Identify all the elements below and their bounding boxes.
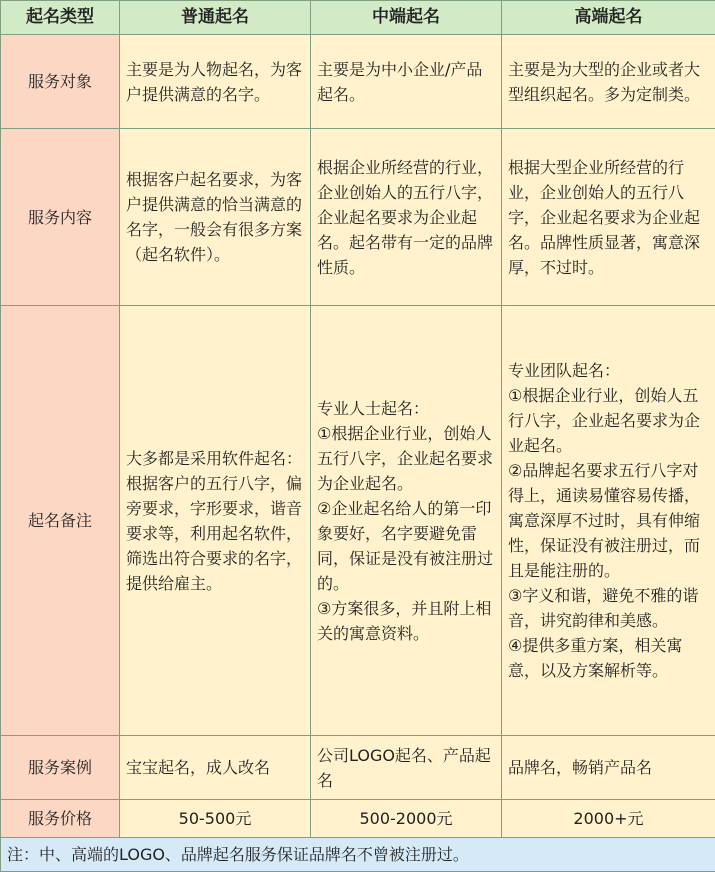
cell-price-mid: 500-2000元 bbox=[311, 800, 502, 838]
cell-content-basic: 根据客户起名要求，为客户提供满意的恰当满意的名字，一般会有很多方案（起名软件）。 bbox=[120, 129, 311, 306]
header-basic-naming: 普通起名 bbox=[120, 1, 311, 35]
row-label-service-content: 服务内容 bbox=[1, 129, 120, 306]
notes-high-line: 专业团队起名： bbox=[508, 361, 621, 380]
cell-notes-high bbox=[502, 306, 715, 736]
row-label-service-price: 服务价格 bbox=[1, 800, 120, 838]
header-row bbox=[1, 1, 715, 35]
cell-target-mid: 主要是为中小企业/产品起名。 bbox=[311, 35, 502, 129]
header-high-naming: 高端起名 bbox=[502, 1, 715, 35]
row-label-naming-notes: 起名备注 bbox=[1, 306, 120, 736]
cell-price-basic: 50-500元 bbox=[120, 800, 311, 838]
notes-high-line: ①根据企业行业，创始人五行八字，企业起名要求为企业起名。 bbox=[508, 386, 701, 455]
notes-mid-line: ②企业起名给人的第一印象要好，名字要避免雷同，保证是没有被注册过的。 bbox=[317, 498, 494, 593]
cell-cases-mid: 公司LOGO起名、产品起名 bbox=[311, 736, 502, 800]
table-row-naming-notes bbox=[1, 306, 715, 736]
header-naming-type: 起名类型 bbox=[1, 1, 120, 35]
notes-high-line: ②品牌起名要求五行八字对得上，通读易懂容易传播，寓意深厚不过时，具有伸缩性，保证没有被注册过，而且是能注册的。 bbox=[508, 461, 701, 580]
notes-high-line: ③字义和谐，避免不雅的谐音，讲究韵律和美感。 bbox=[508, 586, 699, 630]
cell-notes-mid bbox=[311, 306, 502, 736]
notes-mid-line: ③方案很多，并且附上相关的寓意资料。 bbox=[317, 598, 492, 643]
table-row-service-cases bbox=[1, 736, 715, 800]
notes-mid-line: 专业人士起名： bbox=[317, 398, 430, 418]
cell-price-high: 2000+元 bbox=[502, 800, 715, 838]
footnote: 注：中、高端的LOGO、品牌起名服务保证品牌名不曾被注册过。 bbox=[1, 838, 715, 872]
cell-content-high: 根据大型企业所经营的行业，企业创始人的五行八字，企业起名要求为企业起名。品牌性质显著，寓意深厚，不过时。 bbox=[502, 129, 715, 306]
cell-cases-basic: 宝宝起名，成人改名 bbox=[120, 736, 311, 800]
header-mid-naming: 中端起名 bbox=[311, 1, 502, 35]
table-row-service-content bbox=[1, 129, 715, 306]
notes-high-line: ④提供多重方案，相关寓意，以及方案解析等。 bbox=[508, 636, 683, 680]
notes-mid-line: ①根据企业行业，创始人五行八字，企业起名要求为企业起名。 bbox=[317, 423, 494, 493]
cell-notes-basic: 大多都是采用软件起名：根据客户的五行八字，偏旁要求，字形要求，谐音要求等，利用起名软件，筛选出符合要求的名字，提供给雇主。 bbox=[120, 306, 311, 736]
cell-content-mid: 根据企业所经营的行业，企业创始人的五行八字，企业起名要求为企业起名。起名带有一定的品牌性质。 bbox=[311, 129, 502, 306]
cell-cases-high: 品牌名，畅销产品名 bbox=[502, 736, 715, 800]
cell-target-basic: 主要是为人物起名，为客户提供满意的名字。 bbox=[120, 35, 311, 129]
cell-target-high: 主要是为大型的企业或者大型组织起名。多为定制类。 bbox=[502, 35, 715, 129]
footnote-row bbox=[1, 838, 715, 872]
table-row-service-price bbox=[1, 800, 715, 838]
table-row-service-target bbox=[1, 35, 715, 129]
row-label-service-cases: 服务案例 bbox=[1, 736, 120, 800]
row-label-service-target: 服务对象 bbox=[1, 35, 120, 129]
